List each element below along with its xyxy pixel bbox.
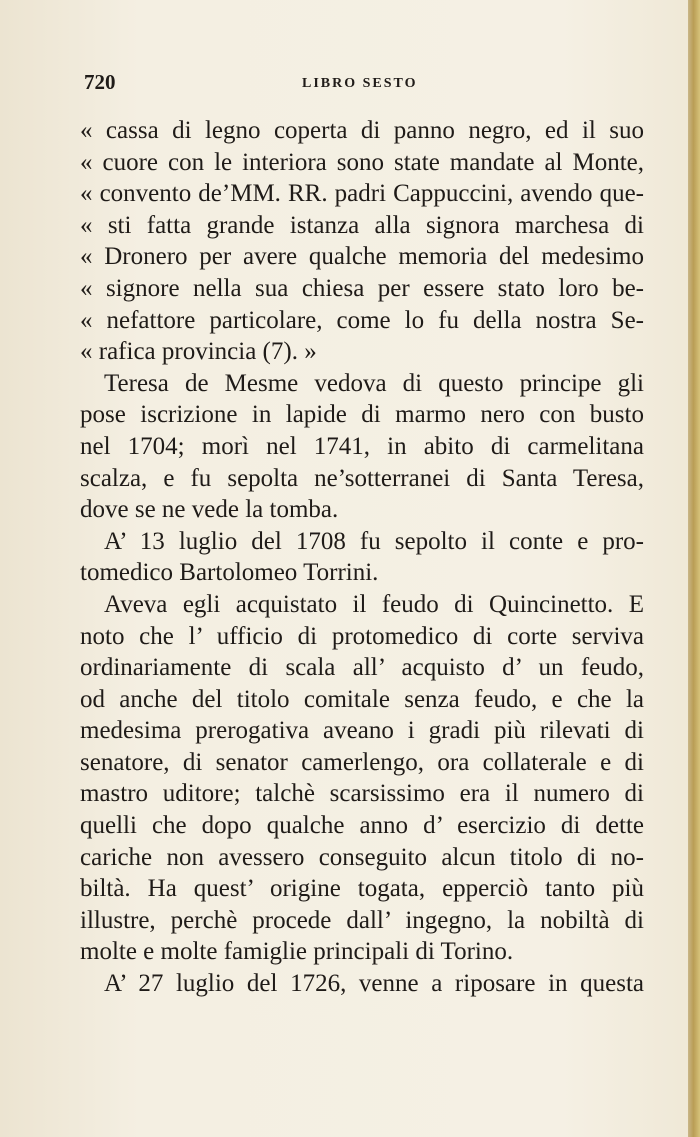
text-line: illustre, perchè procede dall’ ingegno, la nobiltà di	[80, 906, 644, 934]
text-line: « cassa di legno coperta di panno negro, ed il suo	[80, 117, 644, 144]
text-line: « nefattore particolare, come lo fu della nostra Se-	[80, 306, 644, 334]
text-line: « sti fatta grande istanza alla signora marchesa di	[80, 211, 644, 239]
text-line: tomedico Bartolomeo Torrini.	[80, 559, 379, 587]
text-line: biltà. Ha quest’ origine togata, epperciò tanto più	[80, 875, 644, 903]
text-line: scalza, e fu sepolta ne’sotterranei di Santa Teresa,	[80, 464, 644, 492]
text-line: ordinariamente di scala all’ acquisto d’ un feudo,	[80, 654, 644, 682]
text-line: medesima prerogativa aveano i gradi più rilevati di	[80, 717, 644, 745]
text-line: molte e molte famiglie principali di Torino.	[80, 938, 514, 966]
text-line: nel 1704; morì nel 1741, in abito di carmelitana	[80, 432, 644, 460]
page-header	[84, 70, 644, 100]
text-line: Aveva egli acquistato il feudo di Quincinetto. E	[104, 590, 644, 618]
page-number: 720	[84, 70, 116, 94]
text-line: noto che l’ ufficio di protomedico di corte serviva	[80, 622, 644, 650]
text-line: quelli che dopo qualche anno d’ esercizio di dette	[80, 812, 644, 840]
running-head: LIBRO SESTO	[302, 76, 418, 91]
text-line: A’ 27 luglio del 1726, venne a riposare in questa	[104, 970, 644, 998]
body-text	[80, 115, 644, 1000]
text-line: mastro uditore; talchè scarsissimo era il numero di	[80, 780, 644, 808]
text-line: « cuore con le interiora sono state mandate al Monte,	[80, 148, 644, 176]
text-line: A’ 13 luglio del 1708 fu sepolto il conte e pro-	[104, 527, 644, 555]
gilded-page-edge	[688, 0, 700, 1137]
text-line: « rafica provincia (7). »	[80, 338, 317, 366]
text-line: cariche non avessero conseguito alcun titolo di no-	[80, 843, 644, 871]
text-line: « Dronero per avere qualche memoria del medesimo	[80, 243, 644, 271]
text-line: senatore, di senator camerlengo, ora collaterale e di	[80, 748, 644, 776]
text-line: « signore nella sua chiesa per essere stato loro be-	[80, 274, 644, 302]
text-line: « convento de’MM. RR. padri Cappuccini, avendo que-	[80, 180, 644, 208]
text-line: od anche del titolo comitale senza feudo, e che la	[80, 685, 644, 713]
text-line: Teresa de Mesme vedova di questo principe gli	[104, 369, 644, 397]
text-line: pose iscrizione in lapide di marmo nero con busto	[80, 401, 644, 429]
text-line: dove se ne vede la tomba.	[80, 496, 339, 524]
